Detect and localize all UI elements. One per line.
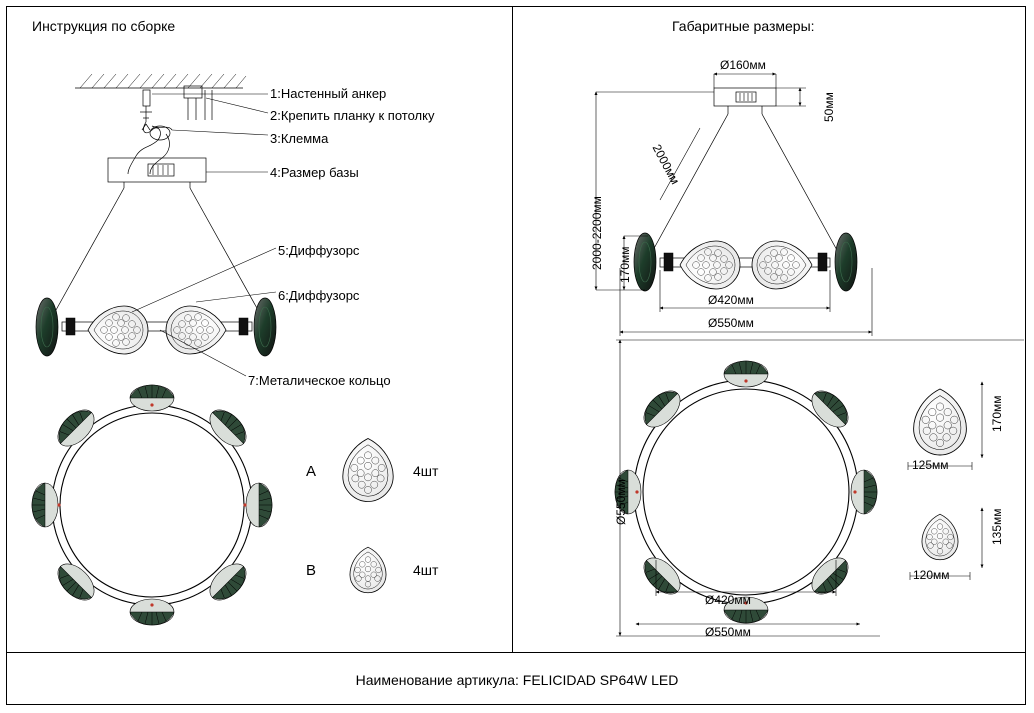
dim-diffuser-b-width: 120мм <box>913 568 950 582</box>
callout-6-label: 6:Диффузорс <box>278 288 360 303</box>
dim-ring-diameter: Ø550мм <box>614 479 628 525</box>
article-name-footer: Наименование артикула: FELICIDAD SP64W LED <box>355 672 679 688</box>
callout-5-label: 5:Диффузорс <box>278 243 360 258</box>
callout-7-label: 7:Металическое кольцо <box>248 373 391 388</box>
part-symbol-a <box>343 439 393 502</box>
dim-fixture-height: 170мм <box>618 246 632 283</box>
diffuser-detail-b <box>922 514 958 560</box>
ring-bottom-view-left <box>32 385 272 625</box>
part-symbol-b <box>350 547 386 593</box>
dim-diffuser-b-height: 135мм <box>990 508 1004 545</box>
base-plate <box>108 158 206 188</box>
dim-cable-length: 2000мм <box>649 142 683 187</box>
dim-diffuser-a-width: 125мм <box>912 458 949 472</box>
dim-diffuser-a-height: 170мм <box>990 395 1004 432</box>
part-qty-a: 4шт <box>413 463 439 479</box>
dim-base-height: 50мм <box>822 92 836 122</box>
callout-2-label: 2:Крепить планку к потолку <box>270 108 435 123</box>
left-section-title: Инструкция по сборке <box>32 18 176 34</box>
dim-base-diameter: Ø160мм <box>720 58 766 72</box>
dim-inner-diameter-top: Ø420мм <box>708 293 754 307</box>
dim-suspension-range: 2000-2200мм <box>590 196 604 270</box>
callout-4-label: 4:Размер базы <box>270 165 359 180</box>
dim-outer-diameter-bottom: Ø550мм <box>705 625 751 639</box>
ceiling-hatching <box>75 74 246 88</box>
wall-anchor-detail <box>128 86 212 174</box>
fixture-side-view <box>36 298 276 356</box>
part-key-a: A <box>306 463 317 480</box>
dim-outer-diameter-top: Ø550мм <box>708 316 754 330</box>
part-key-b: B <box>306 562 317 579</box>
diffuser-detail-a <box>914 389 967 455</box>
part-qty-b: 4шт <box>413 562 439 578</box>
dim-inner-diameter-bottom: Ø420мм <box>705 593 751 607</box>
ring-plan-view-right <box>615 361 877 623</box>
callout-1-label: 1:Настенный анкер <box>270 86 387 101</box>
callout-3-label: 3:Клемма <box>270 131 329 146</box>
right-section-title: Габаритные размеры: <box>672 18 815 34</box>
